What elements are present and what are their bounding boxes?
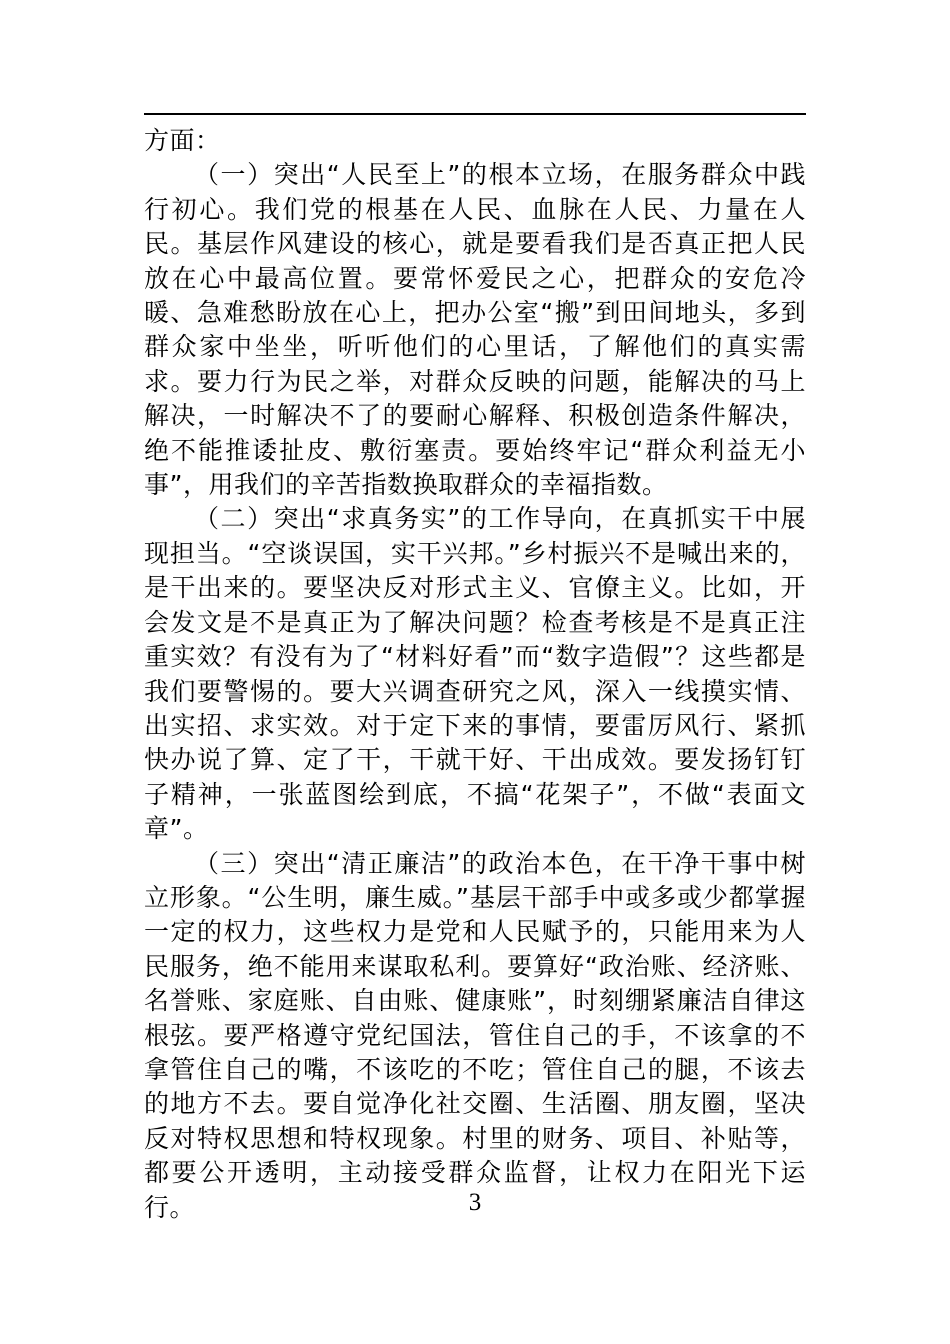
paragraph-section-3: （三）突出“清正廉洁”的政治本色，在干净干事中树立形象。“公生明，廉生威。”基层干部手中或多或少都掌握一定的权力，这些权力是党和人民赋予的，只能用来为人民服务，绝不能用来谋取私利。要算好“政治账、经济账、名誉账、家庭账、自由账、健康账”，时刻绷紧廉洁自律这根弦。要严格遵守党纪国法，管住自己的手，不该拿的不拿管住自己的嘴，不该吃的不吃；管住自己的腿，不该去的地方不去。要自觉净化社交圈、生活圈、朋友圈，坚决反对特权思想和特权现象。村里的财务、项目、补贴等，都要公开透明，主动接受群众监督，让权力在阳光下运行。 (144, 848, 806, 1222)
paragraph-section-2: （二）突出“求真务实”的工作导向，在真抓实干中展现担当。“空谈误国，实干兴邦。”乡村振兴不是喊出来的，是干出来的。要坚决反对形式主义、官僚主义。比如，开会发文是不是真正为了解决问题？检查考核是不是真正注重实效？有没有为了“材料好看”而“数字造假”？这些都是我们要警惕的。要大兴调查研究之风，深入一线摸实情、出实招、求实效。对于定下来的事情，要雷厉风行、紧抓快办说了算、定了干，干就干好、干出成效。要发扬钉钉子精神，一张蓝图绘到底，不搞“花架子”，不做“表面文章”。 (144, 504, 806, 844)
page-number: 3 (468, 1189, 482, 1216)
header-rule (144, 113, 806, 115)
paragraph-intro: 方面： (144, 126, 221, 155)
paragraph-section-1: （一）突出“人民至上”的根本立场，在服务群众中践行初心。我们党的根基在人民、血脉在人民、力量在人民。基层作风建设的核心，就是要看我们是否真正把人民放在心中最高位置。要常怀爱民之心，把群众的安危冷暖、急难愁盼放在心上，把办公室“搬”到田间地头，多到群众家中坐坐，听听他们的心里话，了解他们的真实需求。要力行为民之举，对群众反映的问题，能解决的马上解决，一时解决不了的要耐心解释、积极创造条件解决，绝不能推诿扯皮、敷衍塞责。要始终牢记“群众利益无小事”，用我们的辛苦指数换取群众的幸福指数。 (144, 160, 806, 500)
document-body (144, 124, 806, 1225)
